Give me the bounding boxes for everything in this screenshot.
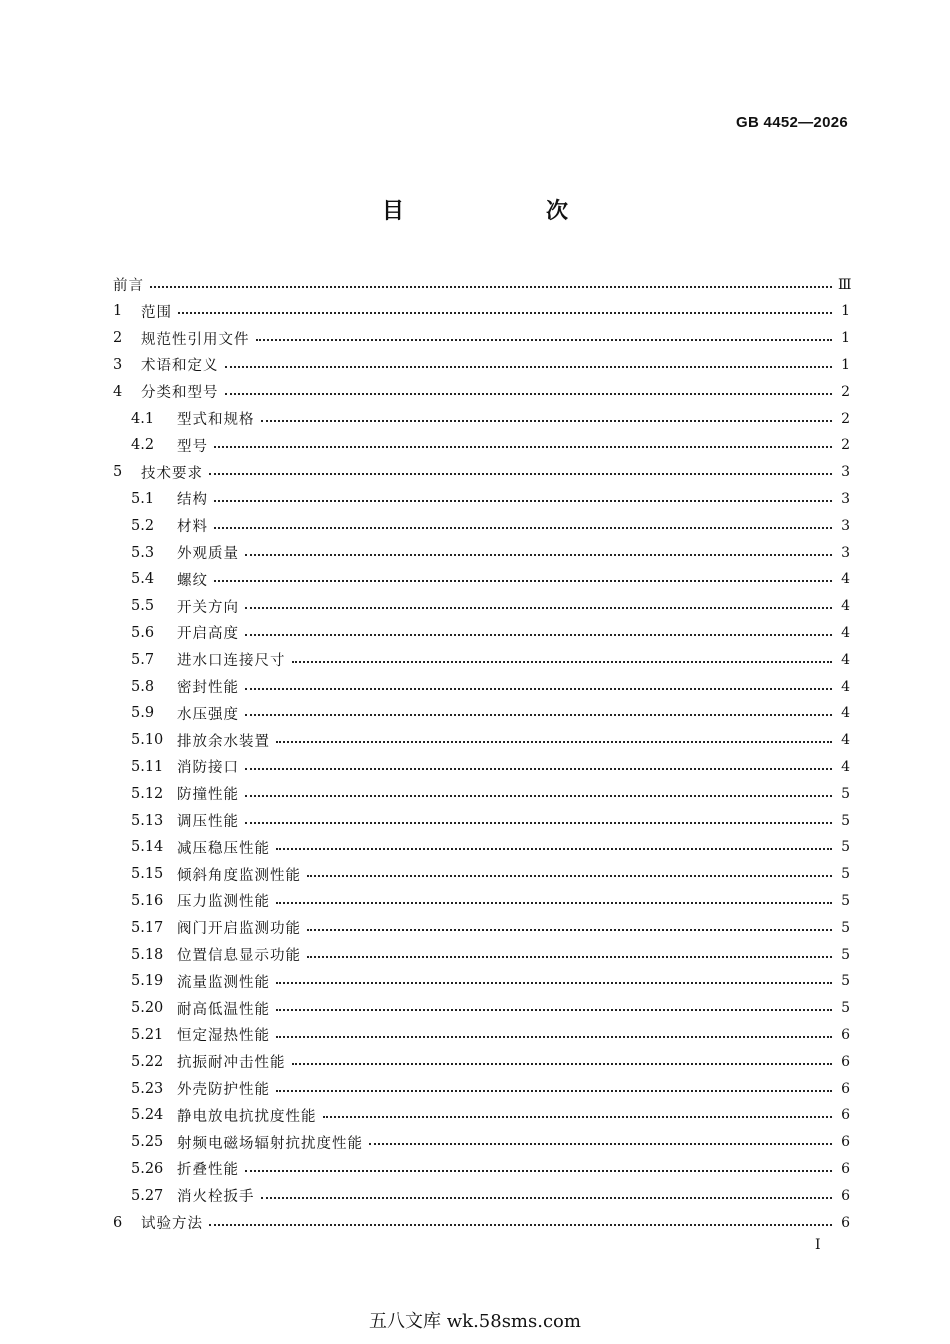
toc-entry[interactable] xyxy=(113,941,850,968)
toc-entry-label: 减压稳压性能 xyxy=(177,840,270,857)
toc-entry-label: 折叠性能 xyxy=(177,1162,239,1179)
toc-entry[interactable] xyxy=(113,593,850,620)
toc-entry-label: 进水口连接尺寸 xyxy=(177,653,286,670)
toc-leader-dots xyxy=(209,1224,832,1226)
toc-entry-page: 1 xyxy=(841,303,850,320)
toc-entry-page: 6 xyxy=(841,1134,850,1151)
toc-entry[interactable] xyxy=(113,271,850,298)
toc-leader-dots xyxy=(276,1036,832,1038)
toc-entry[interactable] xyxy=(113,405,850,432)
toc-entry-label: 阀门开启监测功能 xyxy=(177,921,301,938)
toc-entry[interactable] xyxy=(113,995,850,1022)
toc-entry-page: 4 xyxy=(841,624,850,641)
toc-leader-dots xyxy=(214,527,832,529)
toc-entry-page: 6 xyxy=(841,1053,850,1070)
toc-entry-number: 5.27 xyxy=(131,1187,164,1204)
toc-leader-dots xyxy=(323,1116,833,1118)
toc-entry-page: 6 xyxy=(841,1160,850,1177)
toc-leader-dots xyxy=(276,902,832,904)
toc-entry-number: 5.17 xyxy=(131,919,164,936)
standard-code: GB 4452—2026 xyxy=(735,114,848,131)
toc-leader-dots xyxy=(307,929,832,931)
toc-entry-page: 3 xyxy=(841,544,850,561)
toc-entry-number: 5 xyxy=(113,464,123,481)
toc-entry[interactable] xyxy=(113,807,850,834)
toc-entry[interactable] xyxy=(113,459,850,486)
toc-leader-dots xyxy=(225,393,833,395)
toc-entry-number: 5.1 xyxy=(131,490,155,507)
toc-entry-page: 6 xyxy=(841,1026,850,1043)
toc-entry-page: 2 xyxy=(841,383,850,400)
toc-entry-number: 5.22 xyxy=(131,1053,164,1070)
toc-entry-number: 2 xyxy=(113,330,123,347)
toc-entry-page: 5 xyxy=(841,839,850,856)
toc-leader-dots xyxy=(214,446,832,448)
toc-entry-number: 5.9 xyxy=(131,705,155,722)
toc-entry-number: 5.7 xyxy=(131,651,155,668)
toc-entry[interactable] xyxy=(113,1129,850,1156)
page-number: I xyxy=(815,1237,821,1253)
toc-entry-label: 静电放电抗扰度性能 xyxy=(177,1108,317,1125)
toc-entry-label: 恒定湿热性能 xyxy=(177,1028,270,1045)
toc-leader-dots xyxy=(214,580,832,582)
toc-leader-dots xyxy=(245,795,832,797)
toc-leader-dots xyxy=(245,688,832,690)
toc-entry-page: 4 xyxy=(841,598,850,615)
toc-entry-page: 4 xyxy=(841,732,850,749)
toc-entry[interactable] xyxy=(113,727,850,754)
toc-entry-number: 5.21 xyxy=(131,1026,164,1043)
toc-entry[interactable] xyxy=(113,566,850,593)
toc-leader-dots xyxy=(245,554,832,556)
toc-entry-number: 5.2 xyxy=(131,517,155,534)
toc-entry-page: Ⅲ xyxy=(838,276,852,293)
toc-leader-dots xyxy=(245,714,832,716)
toc-leader-dots xyxy=(369,1143,832,1145)
toc-entry-page: 6 xyxy=(841,1187,850,1204)
toc-entry-number: 5.25 xyxy=(131,1134,164,1151)
toc-entry-number: 4 xyxy=(113,383,123,400)
toc-entry[interactable] xyxy=(113,1182,850,1209)
toc-entry-number: 5.10 xyxy=(131,732,164,749)
toc-leader-dots xyxy=(256,339,833,341)
toc-entry-page: 3 xyxy=(841,517,850,534)
toc-entry-page: 4 xyxy=(841,758,850,775)
toc-leader-dots xyxy=(209,473,832,475)
toc-entry-label: 术语和定义 xyxy=(141,358,219,375)
toc-entry-label: 消防接口 xyxy=(177,760,239,777)
toc-entry[interactable] xyxy=(113,351,850,378)
toc-leader-dots xyxy=(150,286,832,288)
toc-leader-dots xyxy=(225,366,833,368)
toc-entry-number: 5.4 xyxy=(131,571,155,588)
toc-entry[interactable] xyxy=(113,1209,850,1236)
toc-leader-dots xyxy=(276,741,832,743)
toc-entry-page: 2 xyxy=(841,410,850,427)
toc-entry[interactable] xyxy=(113,539,850,566)
toc-entry[interactable] xyxy=(113,1155,850,1182)
toc-entry-page: 5 xyxy=(841,946,850,963)
toc-entry-label: 防撞性能 xyxy=(177,787,239,804)
toc-entry-number: 5.15 xyxy=(131,866,164,883)
toc-entry-label: 开关方向 xyxy=(177,599,239,616)
toc-leader-dots xyxy=(276,848,832,850)
toc-entry-page: 3 xyxy=(841,490,850,507)
toc-entry[interactable] xyxy=(113,1048,850,1075)
toc-entry-number: 5.26 xyxy=(131,1160,164,1177)
toc-entry-page: 4 xyxy=(841,651,850,668)
toc-leader-dots xyxy=(276,982,832,984)
toc-entry-label: 范围 xyxy=(141,304,172,321)
toc-entry-number: 5.12 xyxy=(131,785,164,802)
toc-entry-label: 消火栓扳手 xyxy=(177,1189,255,1206)
toc-entry-page: 5 xyxy=(841,919,850,936)
toc-entry-number: 5.20 xyxy=(131,1000,164,1017)
toc-leader-dots xyxy=(307,956,832,958)
toc-entry-label: 倾斜角度监测性能 xyxy=(177,867,301,884)
toc-entry-number: 5.3 xyxy=(131,544,155,561)
toc-entry[interactable] xyxy=(113,646,850,673)
toc-leader-dots xyxy=(245,822,832,824)
toc-entry-page: 5 xyxy=(841,785,850,802)
toc-leader-dots xyxy=(307,875,832,877)
toc-leader-dots xyxy=(245,768,832,770)
toc-entry-label: 水压强度 xyxy=(177,706,239,723)
toc-entry-label: 型号 xyxy=(177,438,208,455)
toc-entry-label: 射频电磁场辐射抗扰度性能 xyxy=(177,1135,363,1152)
toc-entry[interactable] xyxy=(113,325,850,352)
toc-entry-page: 2 xyxy=(841,437,850,454)
toc-leader-dots xyxy=(214,500,832,502)
watermark-text: 五八文库 wk.58sms.com xyxy=(369,1311,581,1332)
toc-entry-number: 5.14 xyxy=(131,839,164,856)
toc-entry-page: 4 xyxy=(841,571,850,588)
toc-entry[interactable] xyxy=(113,298,850,325)
toc-entry-page: 5 xyxy=(841,866,850,883)
toc-entry-number: 5.19 xyxy=(131,973,164,990)
toc-leader-dots xyxy=(292,1063,833,1065)
toc-entry[interactable] xyxy=(113,619,850,646)
toc-entry[interactable] xyxy=(113,968,850,995)
toc-entry-number: 3 xyxy=(113,356,123,373)
toc-entry-number: 4.2 xyxy=(131,437,155,454)
toc-entry-page: 1 xyxy=(841,330,850,347)
toc-entry[interactable] xyxy=(113,485,850,512)
toc-leader-dots xyxy=(276,1009,832,1011)
toc-entry-label: 耐高低温性能 xyxy=(177,1001,270,1018)
toc-entry[interactable] xyxy=(113,887,850,914)
toc-entry-number: 5.8 xyxy=(131,678,155,695)
toc-leader-dots xyxy=(178,312,832,314)
toc-entry[interactable] xyxy=(113,1021,850,1048)
toc-entry-page: 1 xyxy=(841,356,850,373)
toc-entry[interactable] xyxy=(113,700,850,727)
toc-entry-page: 5 xyxy=(841,812,850,829)
toc-entry-number: 6 xyxy=(113,1214,123,1231)
toc-entry-label: 密封性能 xyxy=(177,680,239,696)
toc-entry-label: 抗振耐冲击性能 xyxy=(177,1055,286,1072)
toc-entry-number: 4.1 xyxy=(131,410,155,427)
toc-leader-dots xyxy=(245,1170,832,1172)
toc-entry[interactable] xyxy=(113,1075,850,1102)
toc-entry-label: 型式和规格 xyxy=(177,412,255,428)
toc-entry-page: 5 xyxy=(841,973,850,990)
toc-entry-label: 技术要求 xyxy=(141,465,203,482)
toc-entry-page: 4 xyxy=(841,705,850,722)
toc-entry-label: 螺纹 xyxy=(177,572,208,589)
toc-entry[interactable] xyxy=(113,432,850,459)
toc-entry-page: 5 xyxy=(841,1000,850,1017)
toc-entry[interactable] xyxy=(113,834,850,861)
toc-entry-label: 开启高度 xyxy=(177,626,239,643)
toc-entry[interactable] xyxy=(113,673,850,700)
toc-entry-page: 4 xyxy=(841,678,850,695)
toc-entry-number: 5.13 xyxy=(131,812,164,829)
toc-entry-label: 结构 xyxy=(177,492,208,509)
toc-entry-number: 5.6 xyxy=(131,624,155,641)
toc-leader-dots xyxy=(276,1090,832,1092)
toc-entry[interactable] xyxy=(113,753,850,780)
toc-entry-label: 材料 xyxy=(177,519,208,536)
toc-entry-label: 排放余水装置 xyxy=(177,733,270,750)
toc-entry-number: 5.5 xyxy=(131,598,155,615)
toc-leader-dots xyxy=(261,420,833,422)
toc-entry[interactable] xyxy=(113,914,850,941)
toc-leader-dots xyxy=(245,607,832,609)
toc-entry-label: 试验方法 xyxy=(141,1216,203,1232)
toc-entry[interactable] xyxy=(113,512,850,539)
toc-entry-label: 外观质量 xyxy=(177,546,239,562)
toc-entry-label: 规范性引用文件 xyxy=(141,331,250,348)
toc-entry-page: 6 xyxy=(841,1107,850,1124)
toc-entry-number: 1 xyxy=(113,303,123,320)
toc-leader-dots xyxy=(261,1197,833,1199)
toc-entry-page: 3 xyxy=(841,464,850,481)
toc-leader-dots xyxy=(245,634,832,636)
toc-entry-label: 调压性能 xyxy=(177,814,239,830)
toc-entry-page: 6 xyxy=(841,1080,850,1097)
toc-entry-label: 位置信息显示功能 xyxy=(177,948,301,964)
toc-entry-number: 5.11 xyxy=(131,758,164,775)
toc-entry-number: 5.16 xyxy=(131,892,164,909)
toc-leader-dots xyxy=(292,661,833,663)
toc-entry-page: 6 xyxy=(841,1214,850,1231)
toc-entry-label: 流量监测性能 xyxy=(177,974,270,991)
toc-entry-number: 5.18 xyxy=(131,946,164,963)
toc-entry-number: 5.24 xyxy=(131,1107,164,1124)
toc-entry[interactable] xyxy=(113,378,850,405)
page-title: 目 次 xyxy=(381,199,628,224)
toc-entry-label: 分类和型号 xyxy=(141,385,219,402)
toc-entry-number: 5.23 xyxy=(131,1080,164,1097)
toc-entry[interactable] xyxy=(113,780,850,807)
toc-entry[interactable] xyxy=(113,861,850,888)
toc-entry-page: 5 xyxy=(841,892,850,909)
toc-entry[interactable] xyxy=(113,1102,850,1129)
toc-entry-label: 压力监测性能 xyxy=(177,894,270,911)
toc-entry-label: 外壳防护性能 xyxy=(177,1082,270,1098)
toc-entry-label: 前言 xyxy=(113,278,144,294)
